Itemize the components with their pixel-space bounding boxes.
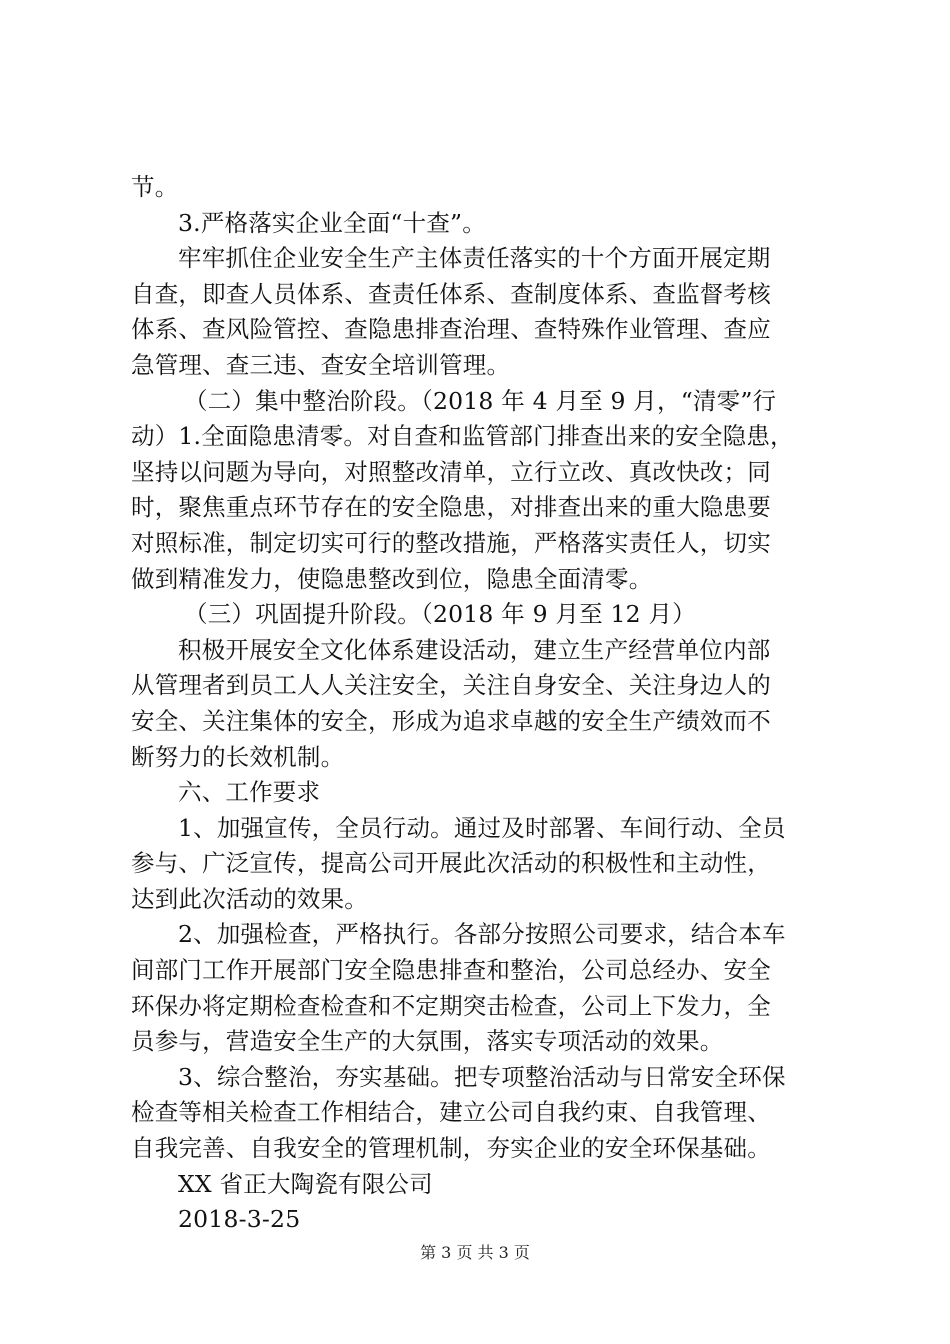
text-line: 时，聚焦重点环节存在的安全隐患，对排查出来的重大隐患要 (131, 493, 771, 522)
text-line: 1、加强宣传，全员行动。通过及时部署、车间行动、全员 (178, 813, 786, 842)
text-line: 急管理、查三违、查安全培训管理。 (131, 350, 511, 379)
text-line: 检查等相关检查工作相结合，建立公司自我约束、自我管理、 (131, 1098, 771, 1127)
text-line: 断努力的长效机制。 (131, 742, 345, 771)
text-line: 安全、关注集体的安全，形成为追求卓越的安全生产绩效而不 (131, 706, 771, 735)
text-line: 体系、查风险管控、查隐患排查治理、查特殊作业管理、查应 (131, 315, 771, 344)
text-line: 达到此次活动的效果。 (131, 884, 368, 913)
text-line: 3、综合整治，夯实基础。把专项整治活动与日常安全环保 (178, 1062, 786, 1091)
text-line: 环保办将定期检查检查和不定期突击检查，公司上下发力，全 (131, 991, 771, 1020)
text-line: 牢牢抓住企业安全生产主体责任落实的十个方面开展定期 (178, 244, 771, 273)
page-number: 第 3 页 共 3 页 (420, 1243, 530, 1262)
text-line: （二）集中整治阶段。（2018 年 4 月至 9 月，“清零”行 (184, 386, 777, 415)
text-line: 动）1.全面隐患清零。对自查和监管部门排查出来的安全隐患， (131, 422, 794, 451)
text-line: 3.严格落实企业全面“十查”。 (178, 208, 486, 237)
document-body (131, 170, 831, 1238)
company-name: XX 省正大陶瓷有限公司 (178, 1169, 433, 1198)
text-line: 间部门工作开展部门安全隐患排查和整治，公司总经办、安全 (131, 956, 771, 985)
text-line: 参与、广泛宣传，提高公司开展此次活动的积极性和主动性， (131, 849, 771, 878)
text-line: 坚持以问题为导向，对照整改清单，立行立改、真改快改；同 (131, 457, 771, 486)
document-date: 2018-3-25 (178, 1205, 301, 1234)
text-line: 员参与，营造安全生产的大氛围，落实专项活动的效果。 (131, 1027, 724, 1056)
text-line: 对照标准，制定切实可行的整改措施，严格落实责任人，切实 (131, 528, 771, 557)
text-line: 积极开展安全文化体系建设活动，建立生产经营单位内部 (178, 635, 771, 664)
text-line: （三）巩固提升阶段。（2018 年 9 月至 12 月） (184, 600, 696, 629)
text-line: 节。 (131, 173, 179, 201)
text-line: 自查，即查人员体系、查责任体系、查制度体系、查监督考核 (131, 279, 771, 308)
text-line: 自我完善、自我安全的管理机制，夯实企业的安全环保基础。 (131, 1134, 771, 1163)
section-heading: 六、工作要求 (178, 778, 321, 807)
text-line: 做到精准发力，使隐患整改到位，隐患全面清零。 (131, 564, 653, 593)
text-line: 2、加强检查，严格执行。各部分按照公司要求，结合本车 (178, 920, 786, 949)
text-line: 从管理者到员工人人关注安全，关注自身安全、关注身边人的 (131, 671, 771, 700)
page-footer (0, 1243, 950, 1263)
